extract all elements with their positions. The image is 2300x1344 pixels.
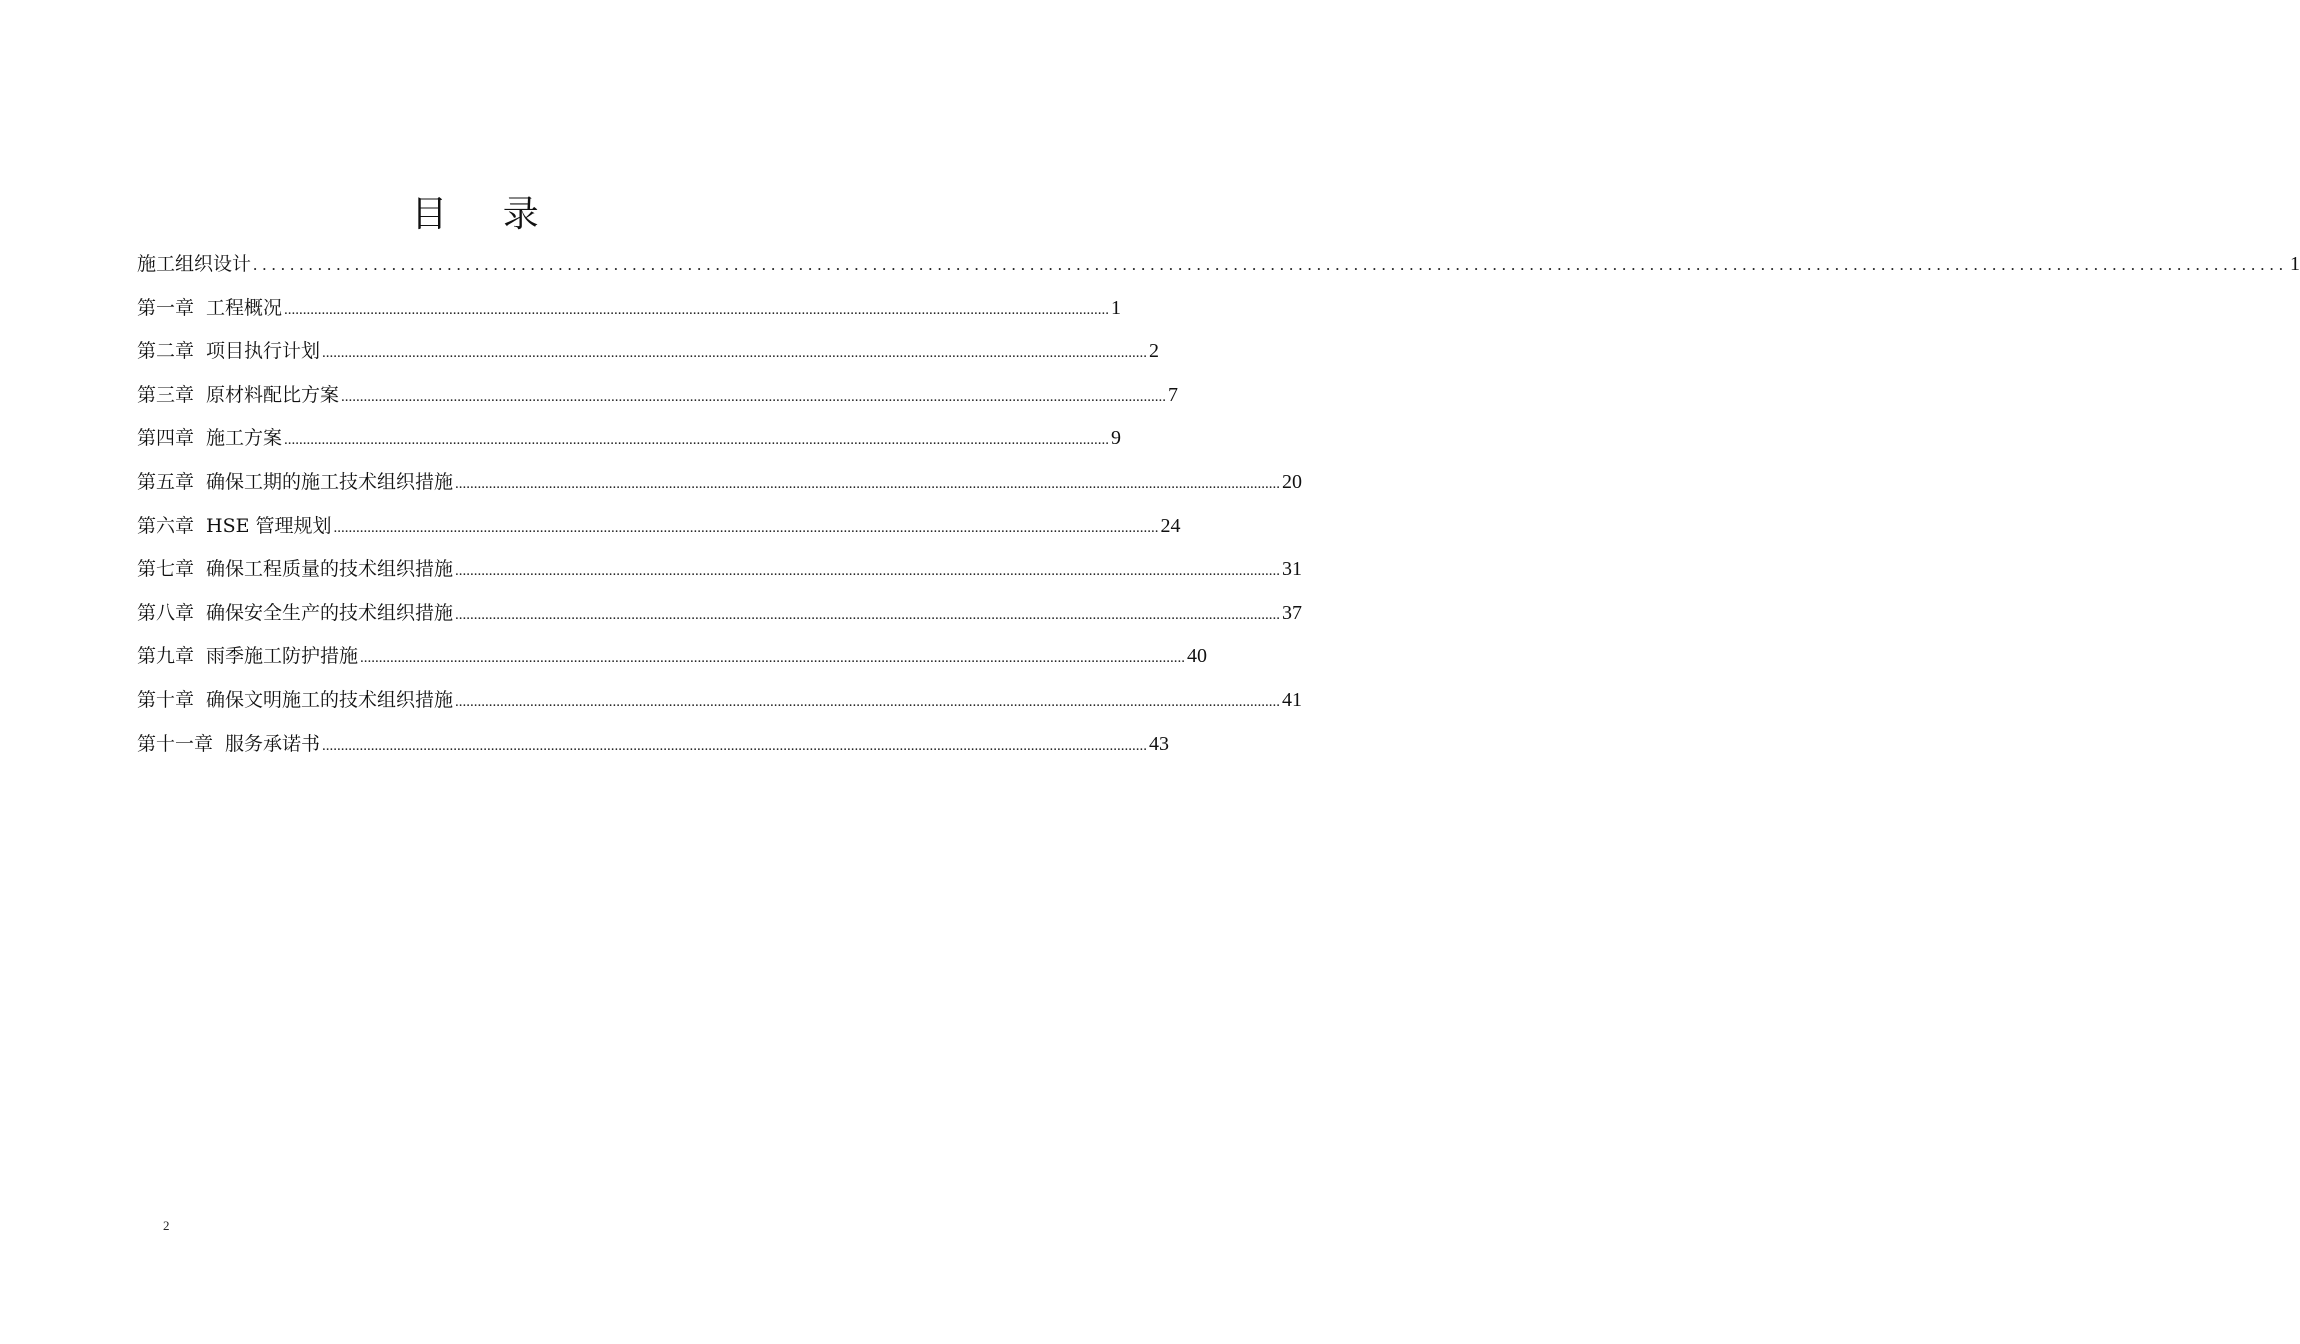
toc-page-number: 40 — [1187, 645, 1208, 668]
toc-entry-title: 服务承诺书 — [225, 732, 321, 755]
toc-dot-leader: ............................................................................................................................................................................................................................ — [341, 388, 1167, 405]
toc-entry-title: 原材料配比方案 — [206, 383, 340, 406]
toc-chapter-number: 第二章 — [137, 340, 195, 363]
toc-entry-title: 确保安全生产的技术组织措施 — [206, 601, 454, 624]
toc-entry-title: 雨季施工防护措施 — [206, 645, 359, 668]
toc-dot-leader: ............................................................................................................................................................................................................................ — [322, 737, 1148, 754]
toc-page-number: 2 — [1149, 340, 1160, 363]
toc-chapter-number: 第九章 — [137, 645, 195, 668]
toc-entry[interactable] — [137, 679, 1303, 723]
toc-dot-leader: ............................................................................................................................................................................................................................ — [284, 432, 1110, 449]
toc-chapter-number: 第四章 — [137, 427, 195, 450]
toc-page-number: 24 — [1160, 514, 1181, 537]
toc-dot-leader: ............................................................................................................................................................................................................................ — [284, 301, 1110, 318]
toc-entry[interactable] — [137, 723, 1170, 767]
toc-page-number: 1 — [1111, 296, 1122, 319]
toc-chapter-number: 第七章 — [137, 558, 195, 581]
toc-entry-title: 确保文明施工的技术组织措施 — [206, 688, 454, 711]
toc-entry[interactable] — [137, 548, 1303, 592]
toc-entry[interactable] — [137, 592, 1303, 636]
toc-entry[interactable] — [137, 287, 1122, 331]
toc-page-number: 9 — [1111, 427, 1122, 450]
toc-page-number: 41 — [1282, 688, 1303, 711]
toc-dot-leader: ............................................................................................................................................................................................................................ — [455, 475, 1281, 492]
footer-page-number: 2 — [163, 1218, 170, 1233]
toc-entry[interactable] — [137, 505, 1181, 549]
toc-entry-title: 项目执行计划 — [206, 340, 321, 363]
toc-dot-leader: ............................................................................................................................................................................................................................ — [322, 345, 1148, 362]
toc-entry[interactable] — [137, 330, 1160, 374]
toc-entry-title: HSE 管理规划 — [206, 514, 332, 537]
toc-chapter-number: 第六章 — [137, 514, 195, 537]
toc-chapter-number: 第三章 — [137, 383, 195, 406]
toc-page-number: 7 — [1168, 383, 1179, 406]
toc-dot-leader: ............................................................................................................................................................................................................................ — [455, 606, 1281, 623]
toc-page-number: 37 — [1282, 601, 1303, 624]
toc-page-number: 43 — [1149, 732, 1170, 755]
toc-entry[interactable] — [137, 461, 1303, 505]
toc-entry-title: 确保工程质量的技术组织措施 — [206, 558, 454, 581]
toc-chapter-number: 第十一章 — [137, 732, 214, 755]
toc-entry[interactable] — [137, 635, 1208, 679]
toc-dot-leader: ............................................................................................................................................................................................................................ — [455, 693, 1281, 710]
toc-dot-leader: ............................................................................................................................................................................................................................ — [253, 255, 2289, 274]
toc-dot-leader: ............................................................................................................................................................................................................................ — [455, 563, 1281, 580]
toc-chapter-number: 第一章 — [137, 296, 195, 319]
toc-entry-title: 施工组织设计 — [137, 253, 252, 275]
toc-chapter-number: 第五章 — [137, 470, 195, 493]
toc-entry[interactable] — [137, 374, 1179, 418]
toc-entry[interactable] — [137, 417, 1122, 461]
toc-page-number: 1 — [2290, 253, 2300, 275]
toc-page-number: 20 — [1282, 470, 1303, 493]
toc-chapter-number: 第八章 — [137, 601, 195, 624]
toc-entry-title: 施工方案 — [206, 427, 283, 450]
toc-page-number: 31 — [1282, 558, 1303, 581]
toc-title: 目 录 — [411, 194, 561, 235]
toc-dot-leader: ............................................................................................................................................................................................................................ — [333, 519, 1159, 536]
toc-dot-leader: ............................................................................................................................................................................................................................ — [360, 650, 1186, 667]
toc-entry-title: 工程概况 — [206, 296, 283, 319]
table-of-contents — [137, 243, 2300, 766]
toc-entry-title: 确保工期的施工技术组织措施 — [206, 470, 454, 493]
toc-entry[interactable] — [137, 243, 2300, 287]
toc-chapter-number: 第十章 — [137, 688, 195, 711]
